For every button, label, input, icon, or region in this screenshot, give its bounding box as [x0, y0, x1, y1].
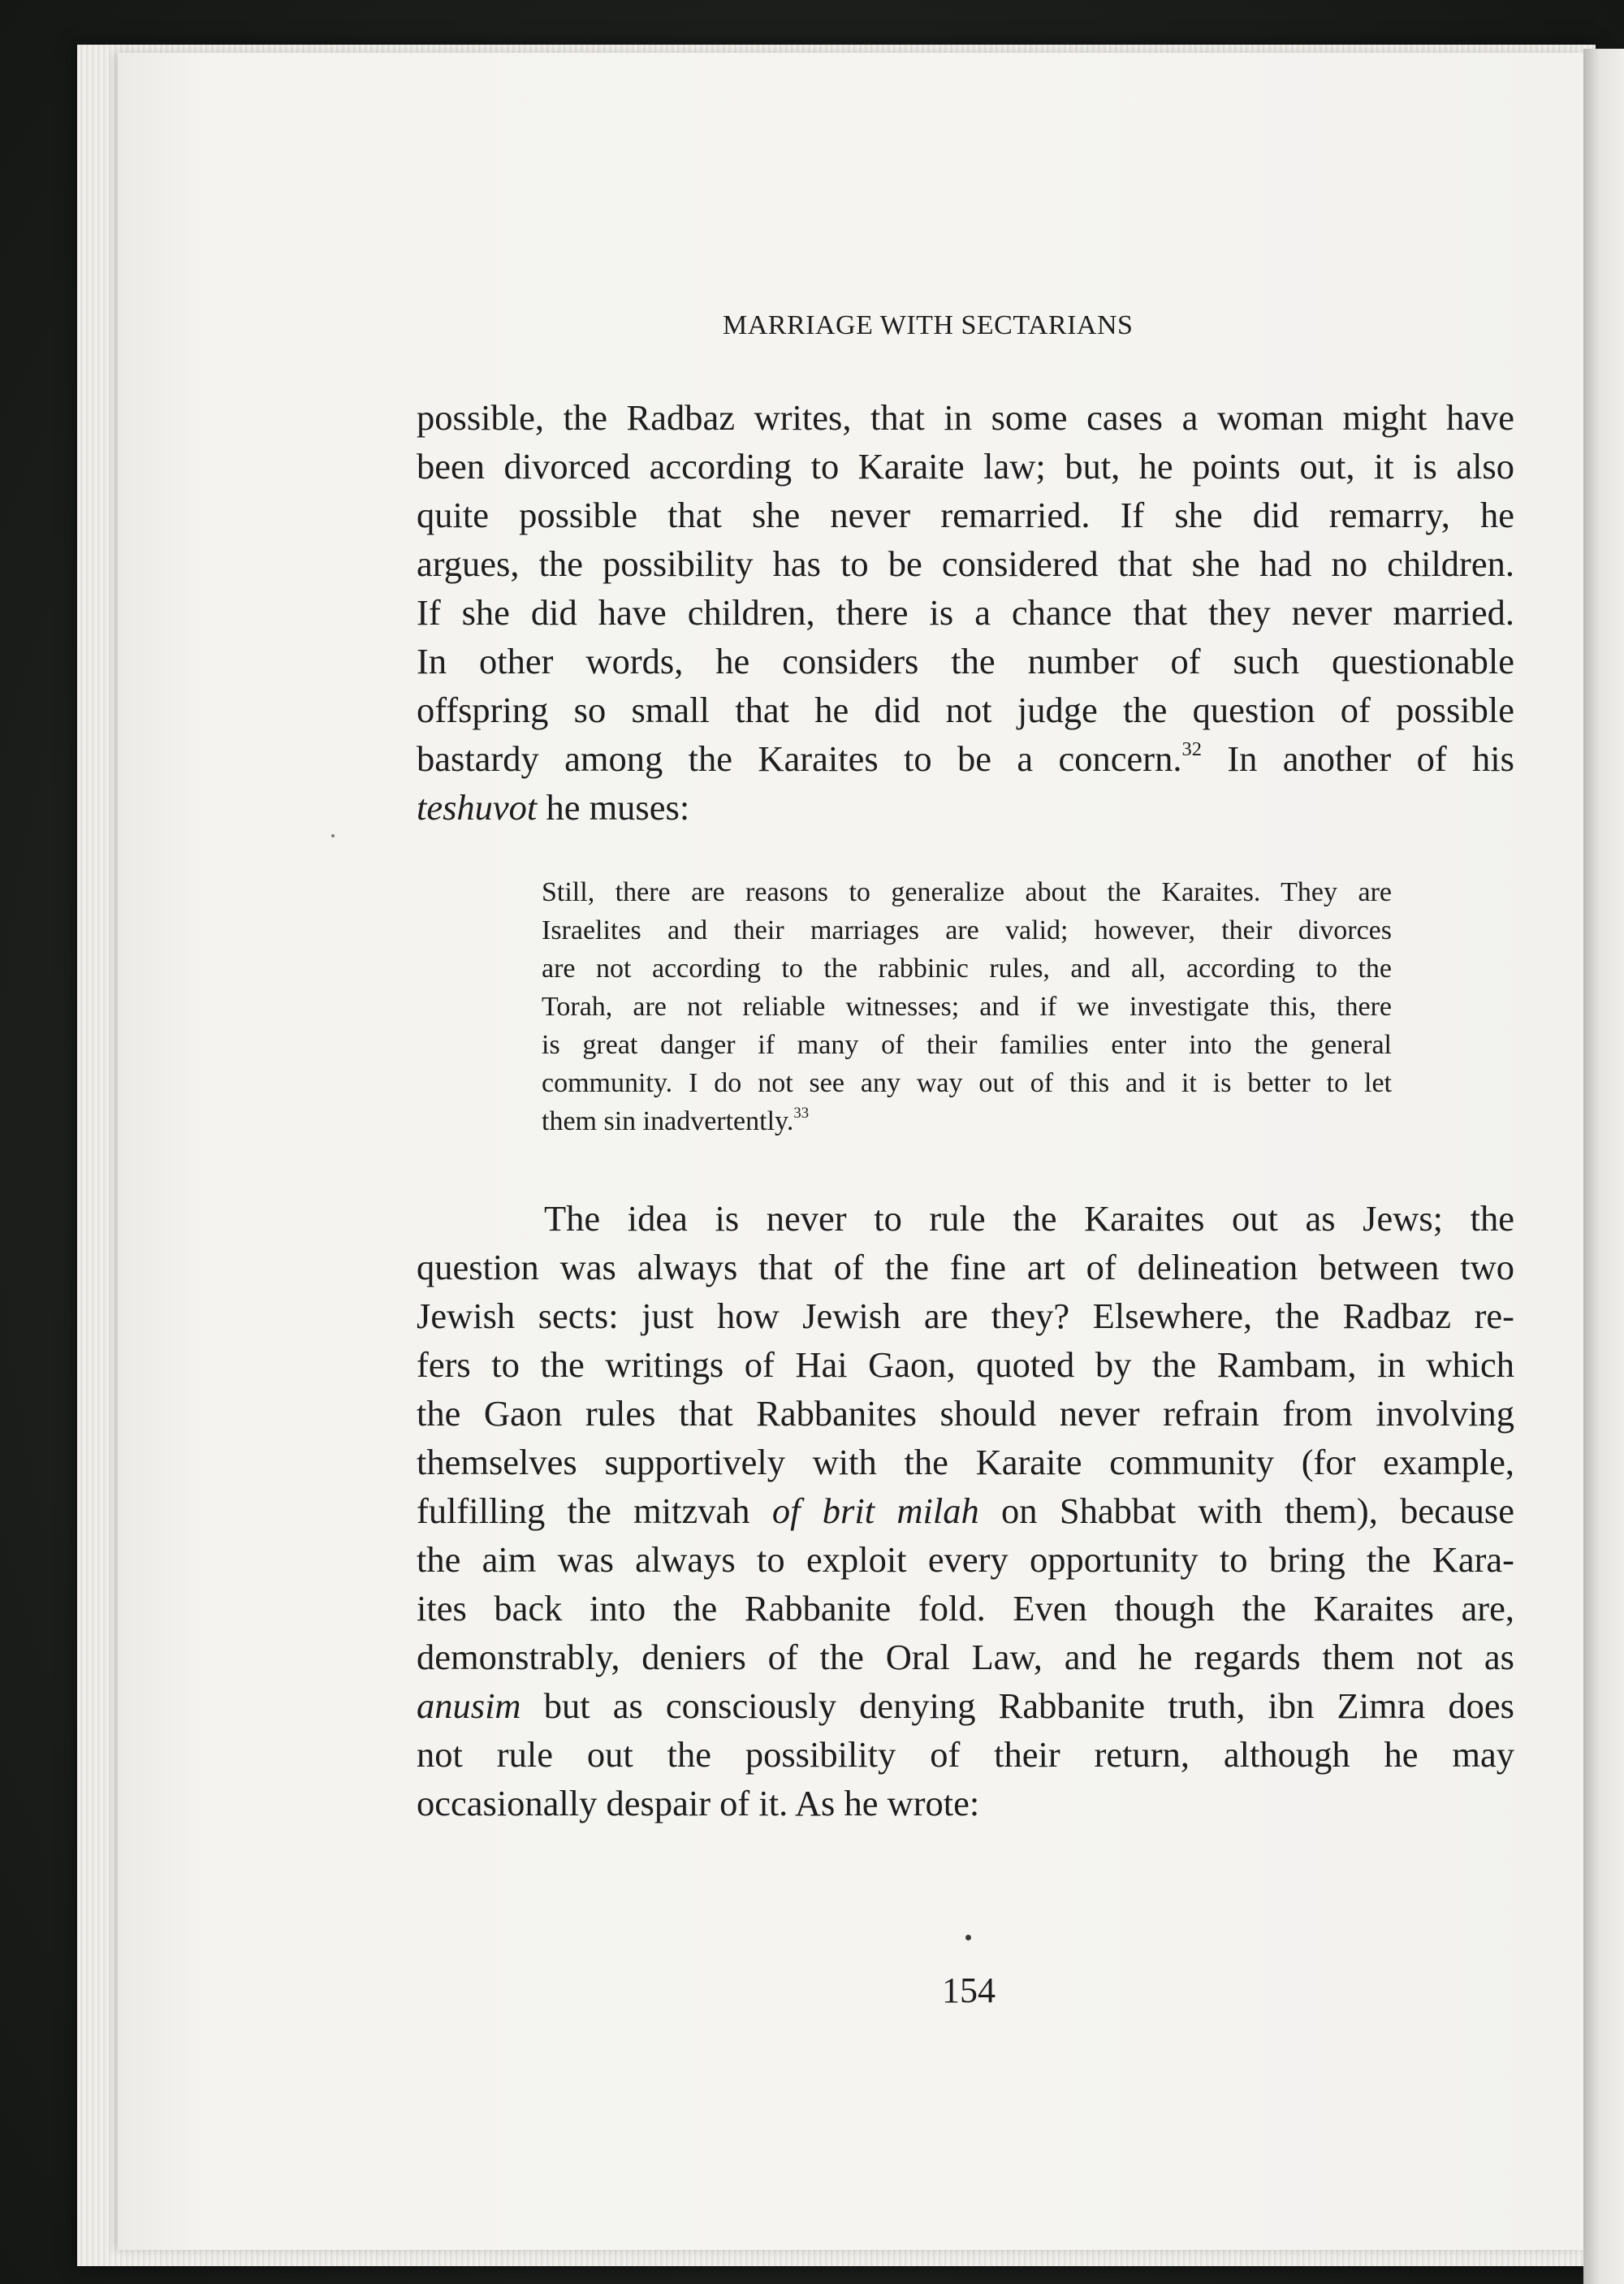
line-text: he muses: [537, 787, 690, 828]
book-page [118, 53, 1583, 2250]
paragraph-line: If she did have children, there is a chance that they never married. [417, 592, 1514, 633]
paragraph-line: In other words, he considers the number of such questionable [417, 641, 1514, 681]
paragraph-line: argues, the possibility has to be considered that she had no children. [417, 543, 1514, 584]
paragraph-line: offspring so small that he did not judge the question of possible [417, 690, 1514, 730]
quote-line: is great danger if many of their families enter into the general [542, 1030, 1392, 1060]
paragraph-line [417, 783, 1514, 832]
margin-speck [331, 834, 335, 837]
paragraph-line: themselves supportively with the Karaite community (for example, [417, 1442, 1514, 1482]
paragraph-line: the aim was always to exploit every opportunity to bring the Kara- [417, 1539, 1514, 1580]
paragraph-line: question was always that of the fine art of delineation between two [417, 1247, 1514, 1287]
paragraph-line: demonstrably, deniers of the Oral Law, and he regards them not as [417, 1637, 1514, 1677]
paragraph-line [417, 1681, 1514, 1730]
quote-line: Still, there are reasons to generalize about the Karaites. They are [542, 877, 1392, 907]
paragraph-line: the Gaon rules that Rabbanites should never refrain from involving [417, 1393, 1514, 1434]
paragraph-1 [417, 393, 1514, 832]
block-quote [542, 873, 1392, 1140]
italic-term-anusim: anusim [417, 1685, 521, 1726]
quote-line: community. I do not see any way out of this and it is better to let [542, 1068, 1392, 1098]
italic-term-brit-milah: of brit milah [771, 1490, 979, 1531]
paragraph-line: occasionally despair of it. As he wrote: [417, 1783, 980, 1823]
line-text: on Shabbat with them), because [978, 1490, 1514, 1531]
italic-term-teshuvot: teshuvot [417, 787, 538, 828]
line-text: bastardy among the Karaites to be a concern. [417, 738, 1182, 779]
facing-page-edge [1583, 49, 1624, 2284]
page-number: 154 [942, 1970, 996, 2010]
paragraph-line: possible, the Radbaz writes, that in some cases a woman might have [417, 397, 1514, 438]
paragraph-line: quite possible that she never remarried. If she did remarry, he [417, 495, 1514, 535]
line-text: but as consciously denying Rabbanite truth, ibn Zimra does [520, 1685, 1514, 1726]
paragraph-line: been divorced according to Karaite law; but, he points out, it is also [417, 446, 1514, 487]
paragraph-line: not rule out the possibility of their return, although he may [417, 1734, 1514, 1775]
paragraph-line: fers to the writings of Hai Gaon, quoted by the Rambam, in which [417, 1344, 1514, 1385]
line-text: fulfilling the mitzvah [417, 1490, 772, 1531]
paragraph-line: Jewish sects: just how Jewish are they? Elsewhere, the Radbaz re- [417, 1296, 1514, 1336]
footnote-ref-33: 33 [793, 1104, 810, 1122]
quote-line: Israelites and their marriages are valid; however, their divorces [542, 915, 1392, 945]
paragraph-line-with-note [417, 734, 1514, 783]
quote-line: Torah, are not reliable witnesses; and if we investigate this, there [542, 992, 1392, 1022]
quote-line-with-note [542, 1102, 1392, 1140]
ink-speck [965, 1935, 971, 1940]
paragraph-line: The idea is never to rule the Karaites out as Jews; the [544, 1198, 1514, 1239]
running-head: MARRIAGE WITH SECTARIANS [723, 310, 1134, 340]
line-text: them sin inadvertently. [542, 1106, 794, 1136]
footnote-ref-32: 32 [1181, 738, 1202, 760]
paragraph-2 [417, 1194, 1514, 1828]
line-text: In another of his [1201, 738, 1514, 779]
paragraph-line: ites back into the Rabbanite fold. Even though the Karaites are, [417, 1588, 1514, 1629]
paragraph-line [417, 1486, 1514, 1535]
quote-line: are not according to the rabbinic rules, and all, according to the [542, 954, 1392, 984]
